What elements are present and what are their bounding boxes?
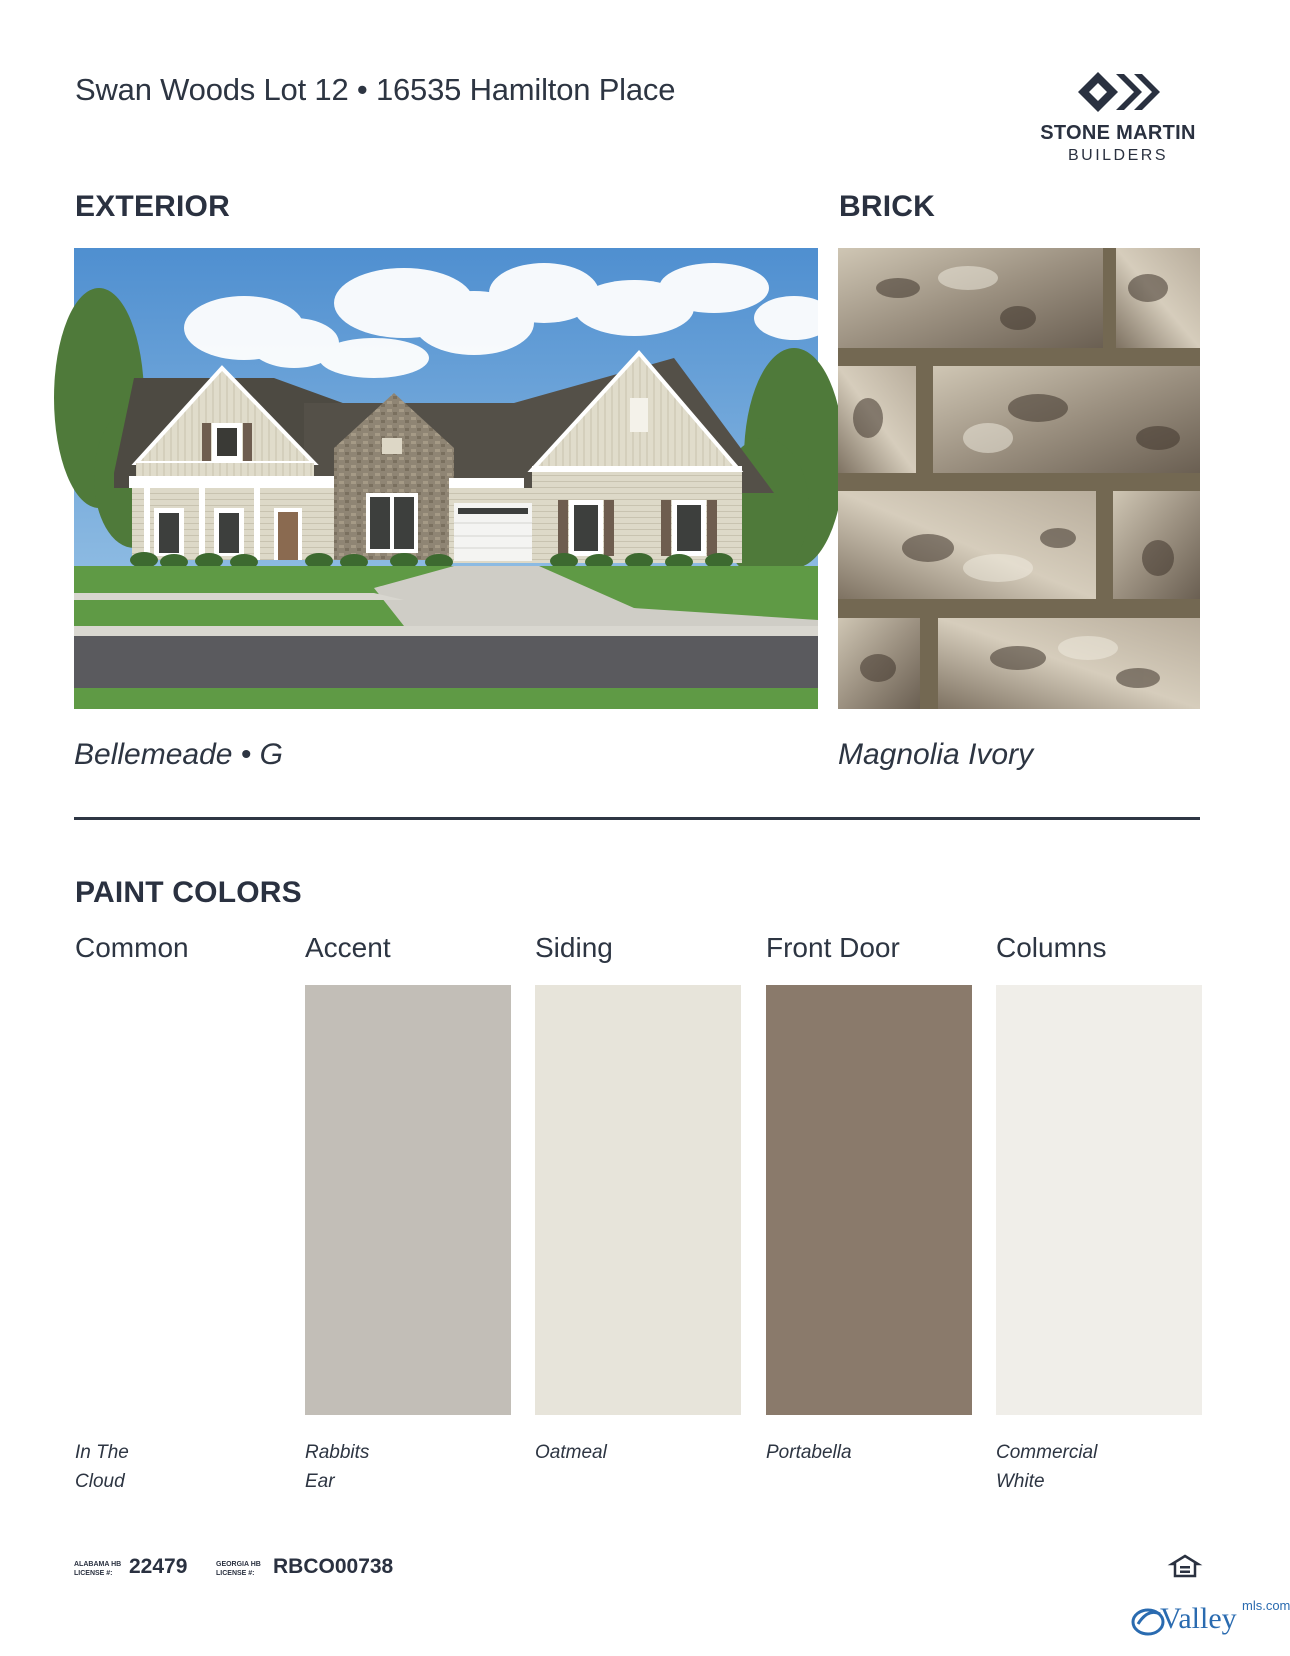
swatch-accent xyxy=(305,985,511,1415)
paint-color-name-line: White xyxy=(996,1471,1045,1492)
page-title: Swan Woods Lot 12 • 16535 Hamilton Place xyxy=(75,72,676,107)
paint-color-name-line: Cloud xyxy=(75,1471,125,1492)
paint-color-name-line: Ear xyxy=(305,1471,335,1492)
swatch-front-door xyxy=(766,985,972,1415)
brick-sample-photo xyxy=(838,248,1200,709)
valley-watermark-suffix: mls.com xyxy=(1242,1598,1290,1613)
paint-color-name-common xyxy=(75,1438,225,1496)
exterior-heading: EXTERIOR xyxy=(75,190,230,223)
equal-housing-icon xyxy=(1170,1554,1200,1583)
license-label-line: LICENSE #: xyxy=(216,1570,255,1577)
paint-color-name-line: In The xyxy=(75,1442,129,1463)
paint-color-name-line: Portabella xyxy=(766,1442,852,1463)
paint-color-name-line: Oatmeal xyxy=(535,1442,607,1463)
valley-mls-watermark xyxy=(1130,1594,1290,1640)
brick-caption: Magnolia Ivory xyxy=(838,738,1034,771)
paint-color-name-siding xyxy=(535,1438,685,1467)
paint-col-label-columns: Columns xyxy=(996,932,1107,963)
paint-color-name-front-door xyxy=(766,1438,916,1467)
logo-line-2: BUILDERS xyxy=(1067,147,1169,164)
paint-color-name-accent xyxy=(305,1438,455,1496)
paint-col-label-common: Common xyxy=(75,932,189,963)
exterior-photo xyxy=(74,248,818,709)
license-label-line: GEORGIA HB xyxy=(216,1561,261,1568)
georgia-license-label xyxy=(216,1560,261,1578)
paint-color-name-columns xyxy=(996,1438,1146,1496)
logo-line-1: STONE MARTIN xyxy=(1040,122,1196,144)
diamond-chevron-icon xyxy=(1076,70,1160,114)
paint-colors-heading: PAINT COLORS xyxy=(75,876,302,909)
stone-martin-logo xyxy=(1028,70,1208,165)
swatch-siding xyxy=(535,985,741,1415)
exterior-caption: Bellemeade • G xyxy=(74,738,283,771)
license-label-line: LICENSE #: xyxy=(74,1570,113,1577)
brick-heading: BRICK xyxy=(839,190,935,223)
license-label-line: ALABAMA HB xyxy=(74,1561,122,1568)
section-divider xyxy=(74,817,1200,820)
swatch-columns xyxy=(996,985,1202,1415)
paint-col-label-siding: Siding xyxy=(535,932,613,963)
swatch-common xyxy=(75,985,281,1415)
georgia-license-number: RBCO00738 xyxy=(273,1555,394,1578)
paint-col-label-front-door: Front Door xyxy=(766,932,900,963)
paint-color-name-line: Rabbits xyxy=(305,1442,370,1463)
alabama-license-label xyxy=(74,1560,121,1578)
paint-color-name-line: Commercial xyxy=(996,1442,1098,1463)
valley-watermark-text: Valley xyxy=(1160,1602,1237,1635)
paint-col-label-accent: Accent xyxy=(305,932,391,963)
alabama-license-number: 22479 xyxy=(129,1555,188,1578)
